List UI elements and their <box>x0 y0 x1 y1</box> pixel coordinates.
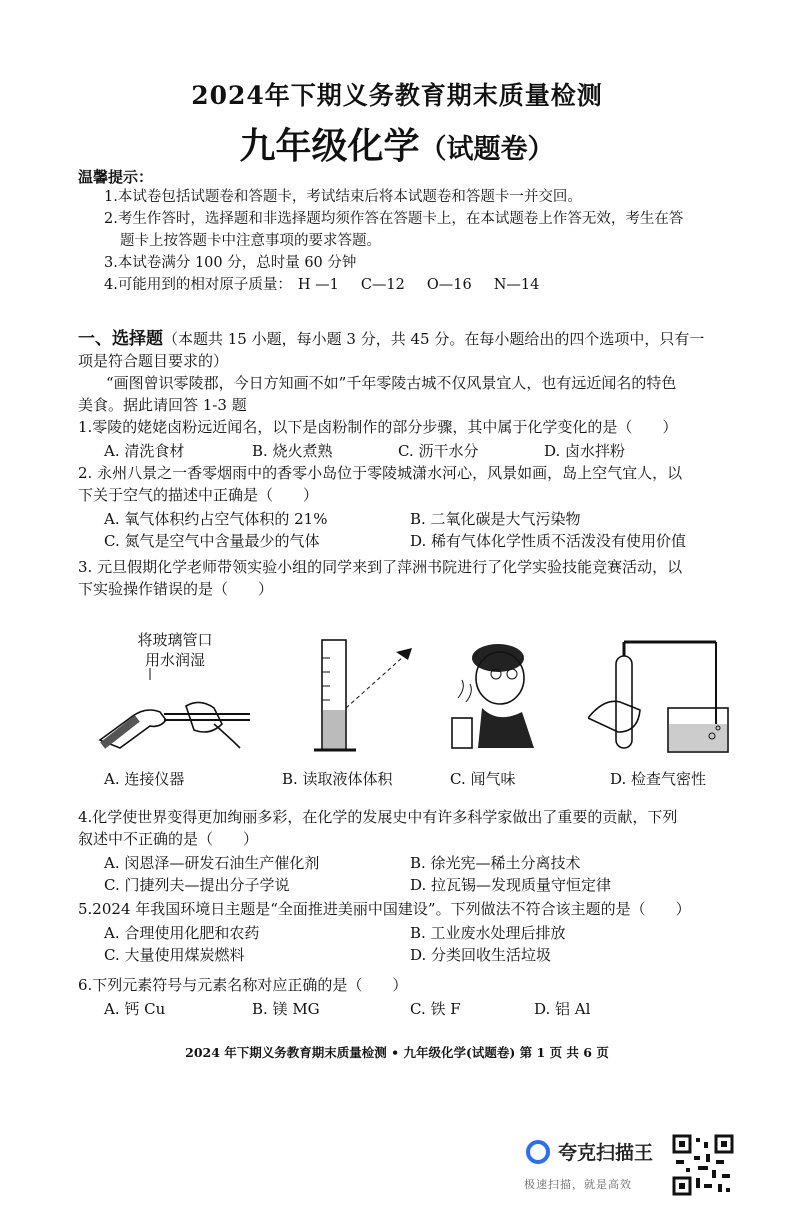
question-6-options <box>104 998 590 1020</box>
question-5 <box>78 898 728 920</box>
question-stem-cont: 下关于空气的描述中正确是（ ） <box>78 486 319 504</box>
question-stem: 1.零陵的姥姥卤粉远近闻名，以下是卤粉制作的部分步骤，其中属于化学变化的是（ ） <box>78 418 678 436</box>
option-d[interactable]: D. 稀有气体化学性质不活泼没有使用价值 <box>410 532 687 550</box>
option-d[interactable]: D. 检查气密性 <box>610 770 707 788</box>
notice-item: 1.本试卷包括试题卷和答题卡，考试结束后将本试题卷和答题卡一并交回。 <box>104 189 582 205</box>
scanner-app-name: 夸克扫描王 <box>558 1142 654 1164</box>
atomic-mass-n: N—14 <box>493 277 540 293</box>
atomic-mass-o: O—16 <box>426 277 472 293</box>
atomic-mass-row <box>104 274 724 296</box>
option-b[interactable]: B. 镁 MG <box>252 1000 320 1018</box>
section-desc-cont: 项是符合题目要求的） <box>78 352 229 370</box>
notice-item: 3.本试卷满分 100 分，总时量 60 分钟 <box>104 255 357 271</box>
question-stem: 6.下列元素符号与元素名称对应正确的是（ ） <box>78 976 408 994</box>
figure-caption: 用水润湿 <box>144 651 205 669</box>
notice-list <box>104 186 724 296</box>
question-4-options <box>104 852 611 896</box>
option-b[interactable]: B. 工业废水处理后排放 <box>410 924 566 942</box>
question-stem: 3. 元旦假期化学老师带领实验小组的同学来到了萍洲书院进行了化学实验技能竞赛活动，以 <box>78 558 683 576</box>
atomic-mass-label: 4.可能用到的相对原子质量： <box>104 277 292 293</box>
qr-code-icon <box>672 1134 734 1196</box>
figure-read-volume <box>308 628 438 768</box>
question-stem-cont: 下实验操作错误的是（ ） <box>78 580 274 598</box>
question-stem-cont: 叙述中不正确的是（ ） <box>78 830 259 848</box>
option-a[interactable]: A. 闵恩泽—研发石油生产催化剂 <box>104 854 320 872</box>
question-6 <box>78 974 728 996</box>
question-1-options <box>104 440 625 462</box>
notice-heading: 温馨提示： <box>78 168 154 186</box>
test-tube-beaker-icon <box>588 628 738 768</box>
scanner-watermark <box>524 1134 674 1194</box>
exam-header-title: 2024年下期义务教育期末质量检测 <box>191 81 603 110</box>
section-intro: “画图曾识零陵郡，今日方知画不如”千年零陵古城不仅风景宜人，也有远近闻名的特色 <box>106 374 677 392</box>
atomic-mass-c: C—12 <box>360 277 405 293</box>
scanner-slogan: 极速扫描，就是高效 <box>524 1178 632 1191</box>
atomic-mass-h: H —1 <box>297 277 339 293</box>
notice-item: 2.考生作答时，选择题和非选择题均须作答在答题卡上，在本试题卷上作答无效，考生在答 <box>104 211 684 227</box>
question-stem: 2. 永州八景之一香零烟雨中的香零小岛位于零陵城潇水河心，风景如画，岛上空气宜人，以 <box>78 464 683 482</box>
option-d[interactable]: D. 铝 Al <box>534 1000 591 1018</box>
exam-subject-title <box>0 118 794 169</box>
question-4 <box>78 806 728 850</box>
figure-check-airtightness <box>588 628 738 768</box>
figure-connect-apparatus <box>90 628 260 768</box>
question-stem: 5.2024 年我国环境日主题是“全面推进美丽中国建设”。下列做法不符合该主题的是（ ） <box>78 900 691 918</box>
subject-note: （试题卷） <box>419 134 555 165</box>
option-c[interactable]: C. 大量使用煤炭燃料 <box>104 946 245 964</box>
option-b[interactable]: B. 二氧化碳是大气污染物 <box>410 510 581 528</box>
option-a[interactable]: A. 钙 Cu <box>104 1000 166 1018</box>
question-1 <box>78 416 728 438</box>
page-footer: 2024 年下期义务教育期末质量检测 • 九年级化学(试题卷) 第 1 页 共 6 页 <box>185 1045 609 1060</box>
question-3 <box>78 556 728 600</box>
option-c[interactable]: C. 闻气味 <box>450 770 516 788</box>
graduated-cylinder-icon <box>308 628 438 768</box>
question-5-options <box>104 922 566 966</box>
option-a[interactable]: A. 合理使用化肥和农药 <box>104 924 260 942</box>
hands-tube-icon <box>90 628 260 768</box>
question-2 <box>78 462 728 506</box>
option-a[interactable]: A. 氧气体积约占空气体积的 21% <box>104 510 328 528</box>
section-title: 一、选择题 <box>78 329 163 349</box>
option-d[interactable]: D. 卤水拌粉 <box>544 442 626 460</box>
option-d[interactable]: D. 分类回收生活垃圾 <box>410 946 552 964</box>
section-desc: （本题共 15 小题，每小题 3 分，共 45 分。在每小题给出的四个选项中，只有一 <box>163 330 705 348</box>
figure-smell-gas <box>438 628 558 768</box>
section-intro-cont: 美食。据此请回答 1-3 题 <box>78 396 247 414</box>
option-b[interactable]: B. 读取液体体积 <box>282 770 393 788</box>
option-c[interactable]: C. 沥干水分 <box>398 442 479 460</box>
question-stem: 4.化学使世界变得更加绚丽多彩，在化学的发展史中有许多科学家做出了重要的贡献，下列 <box>78 808 678 826</box>
option-b[interactable]: B. 烧火煮熟 <box>252 442 333 460</box>
option-c[interactable]: C. 铁 F <box>410 1000 461 1018</box>
notice-item: 题卡上按答题卡中注意事项的要求答题。 <box>120 233 381 249</box>
option-a[interactable]: A. 连接仪器 <box>104 770 185 788</box>
question-3-figures <box>78 628 738 768</box>
option-d[interactable]: D. 拉瓦锡—发现质量守恒定律 <box>410 876 612 894</box>
question-2-options <box>104 508 686 552</box>
option-c[interactable]: C. 氮气是空气中含量最少的气体 <box>104 532 320 550</box>
subject-name: 九年级化学 <box>239 126 420 167</box>
option-c[interactable]: C. 门捷列夫—提出分子学说 <box>104 876 290 894</box>
figure-caption: 将玻璃管口 <box>137 631 213 649</box>
section-choice <box>78 328 728 416</box>
scanner-logo-icon <box>526 1140 550 1164</box>
option-a[interactable]: A. 清洗食材 <box>104 442 185 460</box>
person-smelling-icon <box>438 628 558 768</box>
option-b[interactable]: B. 徐光宪—稀土分离技术 <box>410 854 581 872</box>
